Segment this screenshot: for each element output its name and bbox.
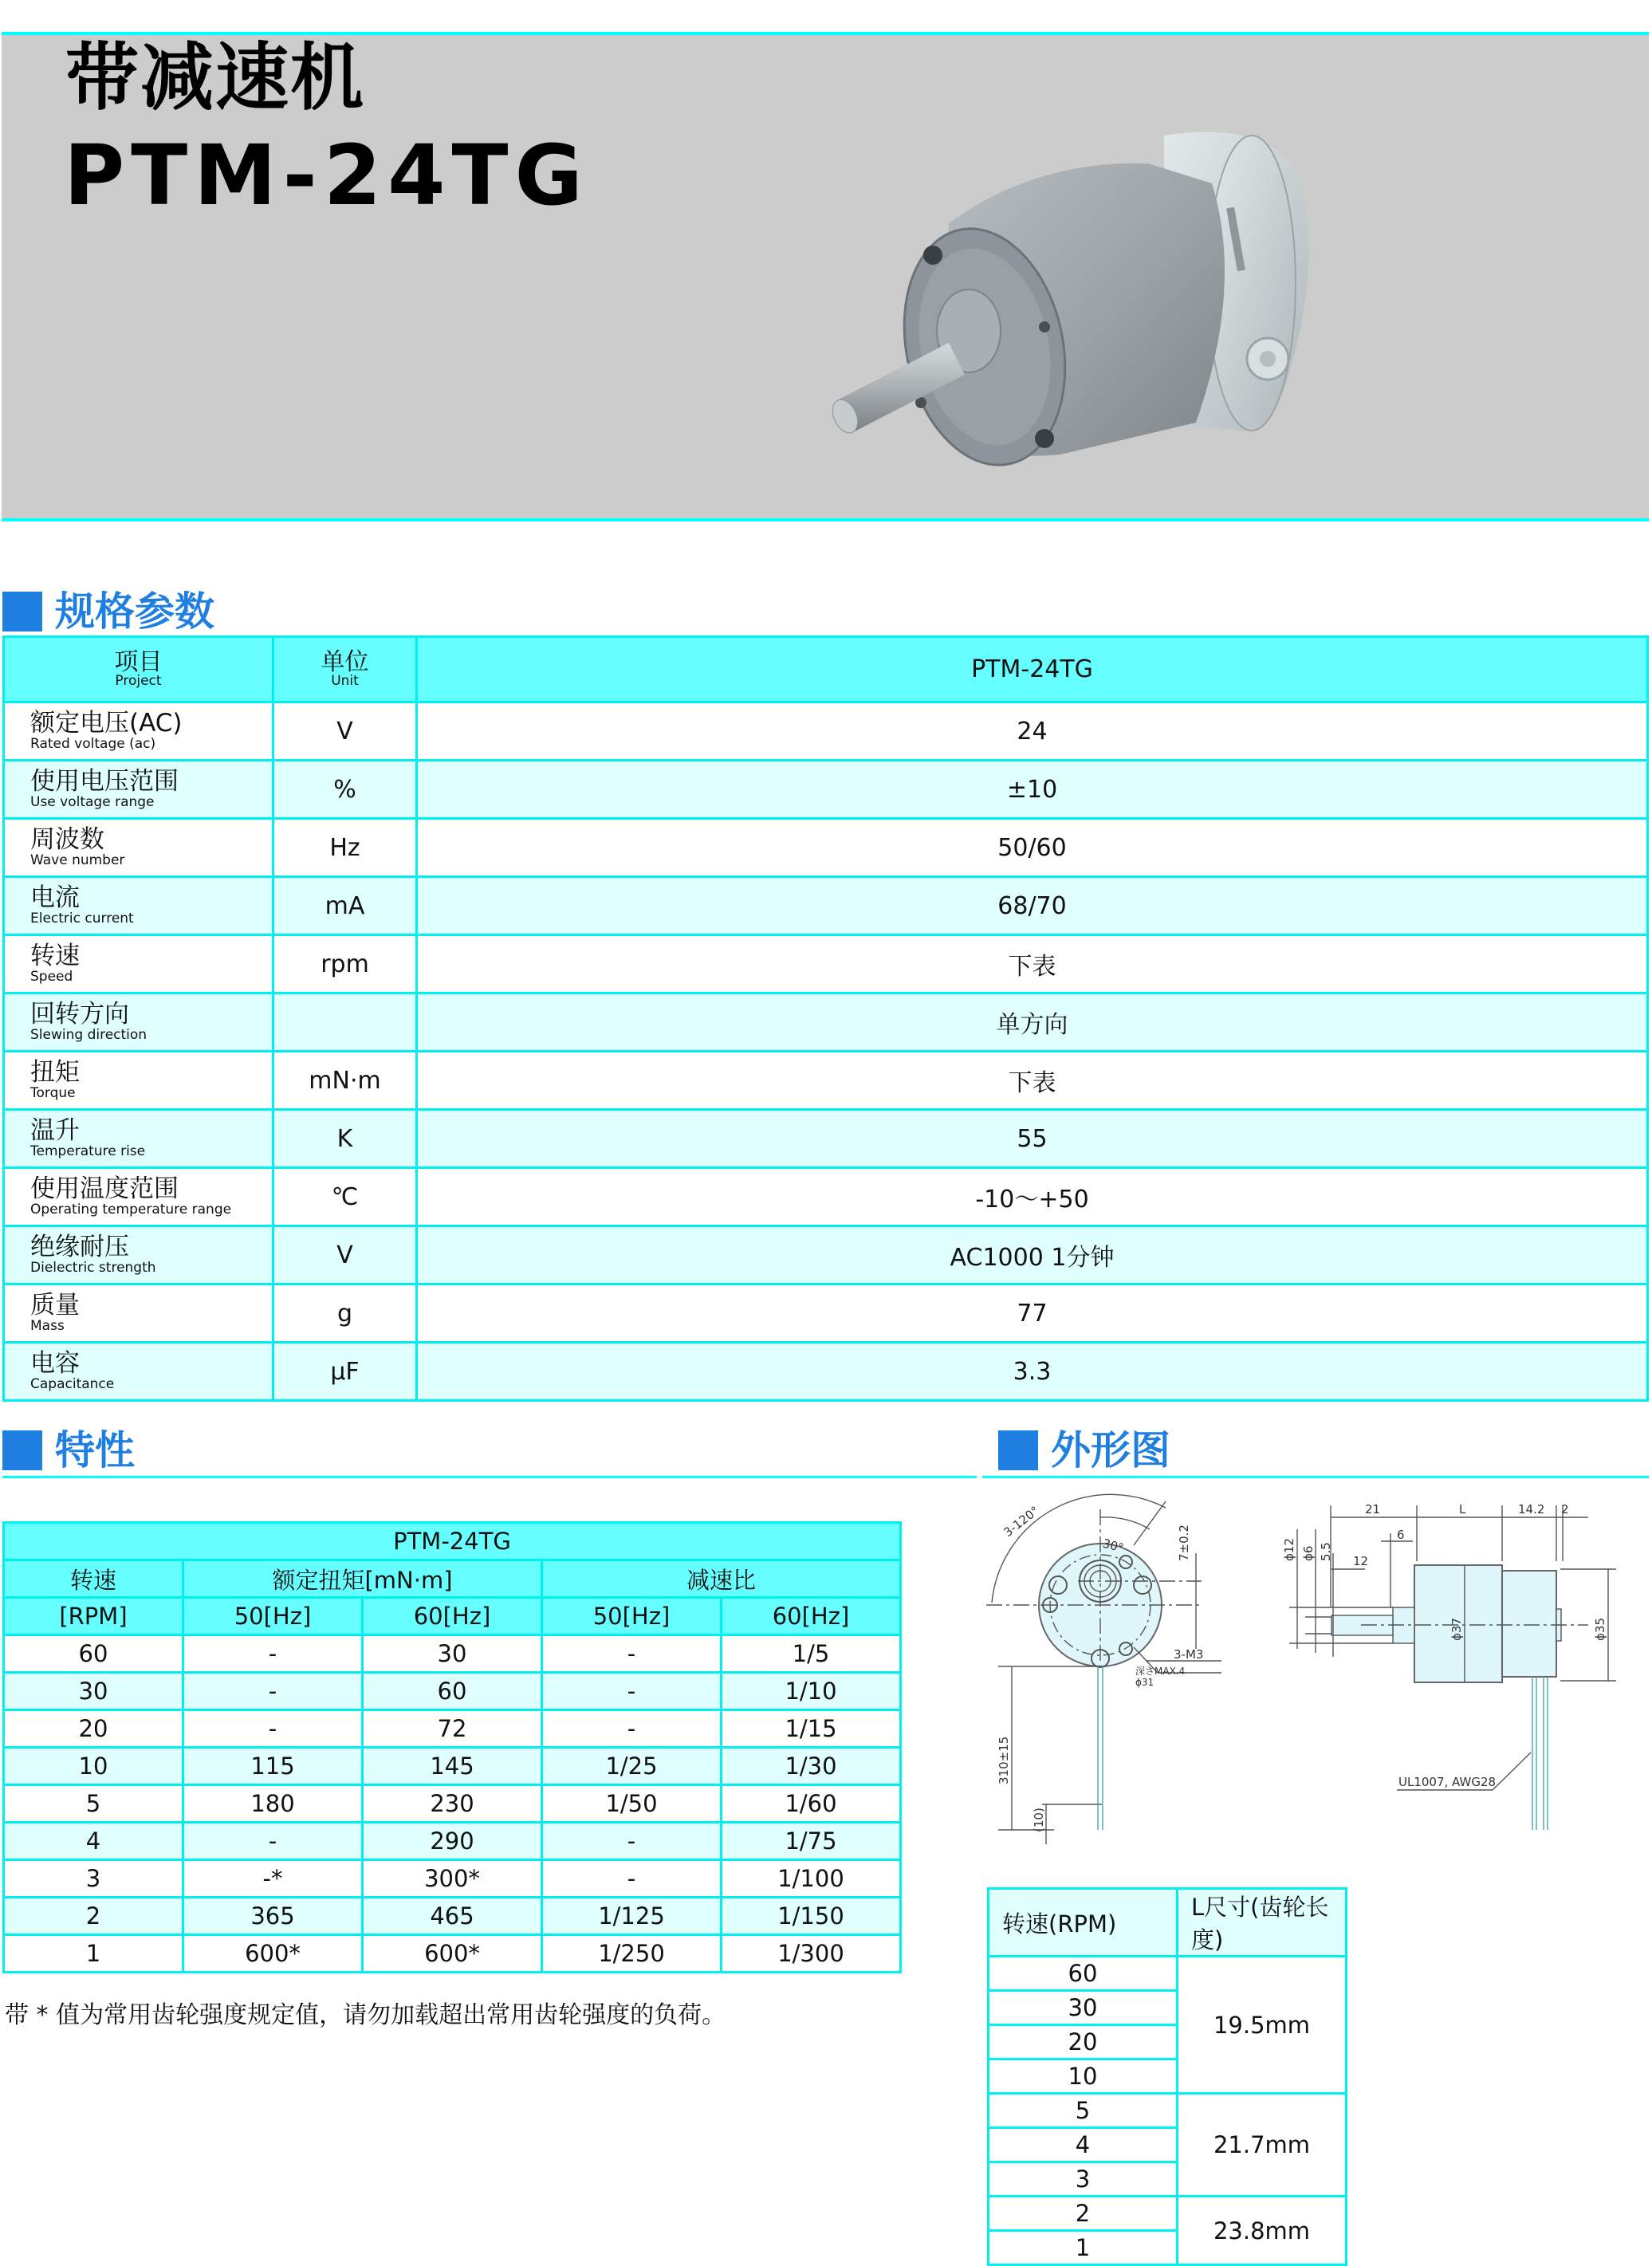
spec-unit: ℃ xyxy=(273,1168,417,1226)
char-cell: - xyxy=(542,1673,722,1710)
spec-unit: μF xyxy=(273,1343,417,1401)
char-cell: 600* xyxy=(363,1935,542,1973)
spec-unit: Hz xyxy=(273,819,417,877)
spec-unit xyxy=(273,993,417,1052)
char-cell: 115 xyxy=(183,1748,363,1785)
spec-section-heading: 规格参数 xyxy=(2,592,214,631)
svg-text:6: 6 xyxy=(1397,1528,1405,1542)
char-row xyxy=(4,1823,901,1860)
svg-text:ϕ31: ϕ31 xyxy=(1135,1677,1154,1688)
char-cell: 3 xyxy=(4,1860,183,1898)
l-speed: 1 xyxy=(989,2231,1178,2265)
svg-text:深さMAX.4: 深さMAX.4 xyxy=(1135,1666,1186,1677)
l-speed: 4 xyxy=(989,2128,1178,2162)
svg-text:30°: 30° xyxy=(1100,1536,1126,1556)
char-cell: 1/10 xyxy=(722,1673,901,1710)
spec-value: 3.3 xyxy=(417,1343,1648,1401)
char-cell: - xyxy=(183,1823,363,1860)
spec-item: 回转方向 Slewing direction xyxy=(4,993,273,1052)
spec-item: 扭矩 Torque xyxy=(4,1052,273,1110)
spec-item: 额定电压(AC) Rated voltage (ac) xyxy=(4,702,273,761)
char-cell: 365 xyxy=(183,1898,363,1935)
char-cell: 2 xyxy=(4,1898,183,1935)
char-cell: 1/75 xyxy=(722,1823,901,1860)
char-row xyxy=(4,1710,901,1748)
char-row xyxy=(4,1898,901,1935)
char-cell: 1/5 xyxy=(722,1635,901,1673)
char-cell: 180 xyxy=(183,1785,363,1823)
l-speed: 30 xyxy=(989,1991,1178,2025)
spec-unit: mA xyxy=(273,877,417,935)
spec-row xyxy=(4,819,1648,877)
l-speed: 3 xyxy=(989,2162,1178,2197)
char-row xyxy=(4,1673,901,1710)
char-cell: 300* xyxy=(363,1860,542,1898)
char-row xyxy=(4,1635,901,1673)
spec-row xyxy=(4,1284,1648,1343)
svg-text:ϕ37: ϕ37 xyxy=(1449,1618,1464,1641)
spec-value: 下表 xyxy=(417,1052,1648,1110)
heading-square-icon xyxy=(998,1430,1038,1470)
char-cell: 465 xyxy=(363,1898,542,1935)
spec-value: 24 xyxy=(417,702,1648,761)
char-cell: 1/150 xyxy=(722,1898,901,1935)
l-speed: 10 xyxy=(989,2059,1178,2094)
spec-item: 使用温度范围 Operating temperature range xyxy=(4,1168,273,1226)
spec-table xyxy=(2,635,1649,1402)
char-cell: 1/300 xyxy=(722,1935,901,1973)
spec-row xyxy=(4,1226,1648,1284)
l-speed: 2 xyxy=(989,2197,1178,2231)
char-cell: - xyxy=(542,1635,722,1673)
svg-text:5.5: 5.5 xyxy=(1319,1542,1333,1561)
section-divider xyxy=(2,1476,977,1478)
svg-text:7±0.2: 7±0.2 xyxy=(1177,1524,1191,1561)
svg-text:3-M3: 3-M3 xyxy=(1174,1647,1204,1662)
col-model: PTM-24TG xyxy=(417,637,1648,702)
svg-text:310±15: 310±15 xyxy=(997,1736,1011,1784)
spec-row xyxy=(4,1110,1648,1168)
spec-header-row xyxy=(4,637,1648,702)
spec-value: -10～+50 xyxy=(417,1168,1648,1226)
char-cell: 30 xyxy=(4,1673,183,1710)
outline-section-heading: 外形图 xyxy=(998,1430,1170,1470)
col-item: 项目 Project xyxy=(4,637,273,702)
svg-text:(10): (10) xyxy=(1032,1808,1046,1832)
spec-value: 55 xyxy=(417,1110,1648,1168)
spec-item: 绝缘耐压 Dielectric strength xyxy=(4,1226,273,1284)
spec-unit: mN·m xyxy=(273,1052,417,1110)
spec-unit: rpm xyxy=(273,935,417,993)
spec-value: 68/70 xyxy=(417,877,1648,935)
char-cell: -* xyxy=(183,1860,363,1898)
char-cell: 60 xyxy=(363,1673,542,1710)
char-cell: 230 xyxy=(363,1785,542,1823)
svg-text:ϕ12: ϕ12 xyxy=(1282,1538,1296,1561)
col-unit: 单位 Unit xyxy=(273,637,417,702)
l-length: 23.8mm xyxy=(1178,2197,1347,2265)
l-row xyxy=(989,2094,1347,2128)
svg-text:21: 21 xyxy=(1365,1502,1381,1517)
l-dimension-table xyxy=(987,1887,1347,2266)
spec-row xyxy=(4,761,1648,819)
l-table-header: 转速(RPM) L尺寸(齿轮长度) xyxy=(989,1889,1347,1957)
spec-unit: g xyxy=(273,1284,417,1343)
spec-row xyxy=(4,702,1648,761)
section-divider xyxy=(982,1476,1649,1478)
geared-motor-photo xyxy=(797,88,1324,478)
svg-text:3-120°: 3-120° xyxy=(1001,1503,1042,1540)
spec-item: 质量 Mass xyxy=(4,1284,273,1343)
char-cell: - xyxy=(183,1710,363,1748)
svg-text:12: 12 xyxy=(1353,1554,1369,1568)
spec-item: 使用电压范围 Use voltage range xyxy=(4,761,273,819)
spec-value: 下表 xyxy=(417,935,1648,993)
char-row xyxy=(4,1935,901,1973)
svg-text:14.2: 14.2 xyxy=(1518,1502,1545,1517)
char-cell: 5 xyxy=(4,1785,183,1823)
char-cell: 30 xyxy=(363,1635,542,1673)
spec-item: 电容 Capacitance xyxy=(4,1343,273,1401)
char-cell: 1/25 xyxy=(542,1748,722,1785)
spec-value: 50/60 xyxy=(417,819,1648,877)
char-cell: 1/250 xyxy=(542,1935,722,1973)
char-row xyxy=(4,1748,901,1785)
char-cell: 1/100 xyxy=(722,1860,901,1898)
svg-text:L: L xyxy=(1459,1502,1466,1517)
svg-text:ϕ6: ϕ6 xyxy=(1301,1545,1316,1561)
char-row xyxy=(4,1785,901,1823)
spec-item: 电流 Electric current xyxy=(4,877,273,935)
char-section-heading: 特性 xyxy=(2,1430,135,1470)
char-cell: 1/125 xyxy=(542,1898,722,1935)
char-cell: 60 xyxy=(4,1635,183,1673)
heading-square-icon xyxy=(2,592,42,631)
spec-unit: K xyxy=(273,1110,417,1168)
char-cell: 1/50 xyxy=(542,1785,722,1823)
spec-value: 单方向 xyxy=(417,993,1648,1052)
spec-value: ±10 xyxy=(417,761,1648,819)
char-row xyxy=(4,1860,901,1898)
l-speed: 60 xyxy=(989,1957,1178,1991)
outline-drawing xyxy=(982,1481,1649,1856)
char-cell: - xyxy=(183,1673,363,1710)
char-cell: 145 xyxy=(363,1748,542,1785)
l-speed: 20 xyxy=(989,2025,1178,2059)
spec-row xyxy=(4,935,1648,993)
l-speed: 5 xyxy=(989,2094,1178,2128)
char-cell: 72 xyxy=(363,1710,542,1748)
char-cell: 600* xyxy=(183,1935,363,1973)
spec-item: 温升 Temperature rise xyxy=(4,1110,273,1168)
characteristics-table xyxy=(2,1521,902,1973)
l-row xyxy=(989,1957,1347,1991)
char-cell: 1/60 xyxy=(722,1785,901,1823)
heading-square-icon xyxy=(2,1430,42,1470)
spec-unit: % xyxy=(273,761,417,819)
spec-value: 77 xyxy=(417,1284,1648,1343)
char-cell: 1/15 xyxy=(722,1710,901,1748)
l-length: 19.5mm xyxy=(1178,1957,1347,2094)
char-group-header-row: 转速 额定扭矩[mN·m] 减速比 xyxy=(4,1560,901,1598)
svg-text:UL1007, AWG28: UL1007, AWG28 xyxy=(1398,1775,1497,1789)
char-cell: 10 xyxy=(4,1748,183,1785)
spec-row xyxy=(4,877,1648,935)
spec-item: 周波数 Wave number xyxy=(4,819,273,877)
l-row xyxy=(989,2197,1347,2231)
char-cell: 20 xyxy=(4,1710,183,1748)
spec-row xyxy=(4,993,1648,1052)
svg-text:2: 2 xyxy=(1561,1502,1569,1517)
char-sub-header-row: [RPM] 50[Hz] 60[Hz] 50[Hz] 60[Hz] xyxy=(4,1598,901,1635)
spec-value: AC1000 1分钟 xyxy=(417,1226,1648,1284)
char-model-row: PTM-24TG xyxy=(4,1523,901,1560)
product-title-cn: 带减速机 xyxy=(65,35,366,120)
char-cell: 290 xyxy=(363,1823,542,1860)
spec-unit: V xyxy=(273,1226,417,1284)
spec-row xyxy=(4,1168,1648,1226)
spec-unit: V xyxy=(273,702,417,761)
char-cell: 1 xyxy=(4,1935,183,1973)
spec-item: 转速 Speed xyxy=(4,935,273,993)
char-cell: - xyxy=(542,1823,722,1860)
char-cell: - xyxy=(542,1710,722,1748)
spec-row xyxy=(4,1343,1648,1401)
char-cell: 1/30 xyxy=(722,1748,901,1785)
l-length: 21.7mm xyxy=(1178,2094,1347,2197)
char-cell: - xyxy=(542,1860,722,1898)
char-cell: 4 xyxy=(4,1823,183,1860)
product-model: PTM-24TG xyxy=(64,127,589,224)
spec-row xyxy=(4,1052,1648,1110)
svg-text:ϕ35: ϕ35 xyxy=(1593,1618,1607,1641)
footnote: 带 * 值为常用齿轮强度规定值，请勿加载超出常用齿轮强度的负荷。 xyxy=(5,2001,726,2029)
char-cell: - xyxy=(183,1635,363,1673)
